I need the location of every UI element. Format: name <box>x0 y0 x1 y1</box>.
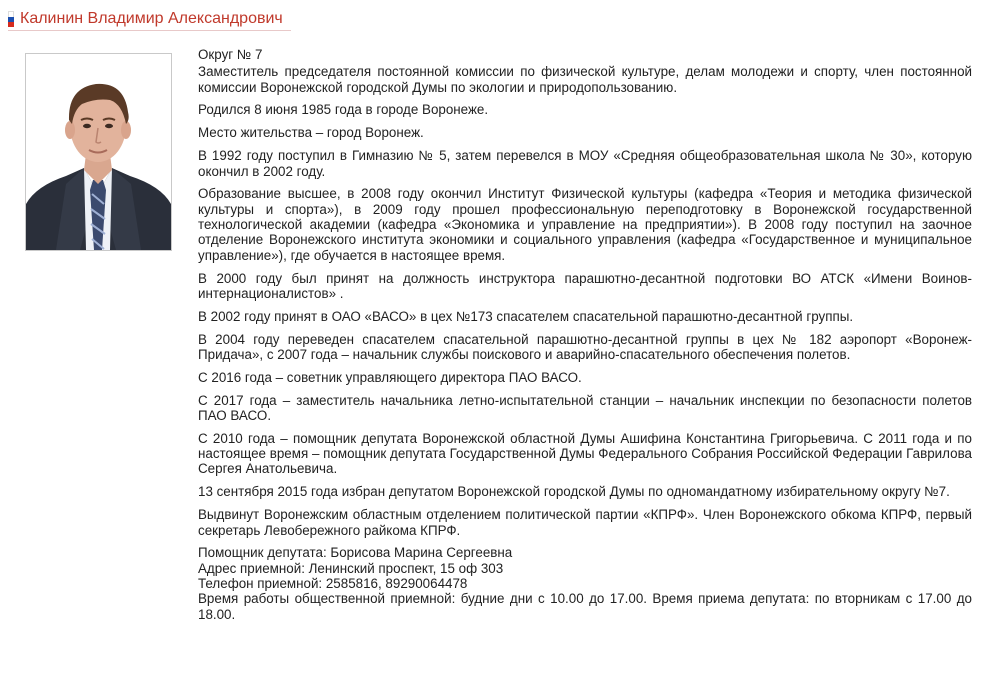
assistant-info: Помощник депутата: Борисова Марина Сергеевна <box>198 545 513 561</box>
district-label: Округ № 7 <box>198 47 263 62</box>
page-title-bar <box>8 8 291 31</box>
bio-paragraph: В 2002 году принят в ОАО «ВАСО» в цех №173 спасателем спасательной парашютно-десантной группы. <box>198 308 854 324</box>
bio-paragraph: С 2016 года – советник управляющего директора ПАО ВАСО. <box>198 369 582 385</box>
bio-paragraph: Место жительства – город Воронеж. <box>198 125 424 141</box>
page-title: Калинин Владимир Александрович <box>20 10 283 27</box>
russian-flag-icon <box>8 11 14 27</box>
bio-paragraph: В 1992 году поступил в Гимназию № 5, затем перевелся в МОУ «Средняя общеобразовательная школа № 30», которую окончил в 2002 году. <box>198 148 972 179</box>
office-hours: Время работы общественной приемной: будние дни с 10.00 до 17.00. Время приема депутата: по вторникам с 17.00 до 18.00. <box>198 591 972 622</box>
bio-paragraph: С 2017 года – заместитель начальника летно-испытательной станции – начальник инспекции по безопасности полетов ПАО ВАСО. <box>198 392 972 423</box>
bio-paragraph: Выдвинут Воронежским областным отделением политической партии «КПРФ». Член Воронежского обкома КПРФ, первый секретарь Левобережного райкома КПРФ. <box>198 507 972 538</box>
portrait-photo-icon <box>26 54 171 250</box>
deputy-photo <box>25 53 172 251</box>
office-address: Адрес приемной: Ленинский проспект, 15 оф 303 <box>198 560 504 576</box>
bio-paragraph: В 2000 году был принят на должность инструктора парашютно-десантной подготовки ВО АТСК «Имени Воинов-интернационалистов» . <box>198 270 972 301</box>
bio-paragraph: Заместитель председателя постоянной комиссии по физической культуре, делам молодежи и спорту, член постоянной комиссии Воронежской городской Думы по экологии и природопользованию. <box>198 64 972 95</box>
bio-paragraph: Родился 8 июня 1985 года в городе Воронеже. <box>198 102 489 118</box>
office-phone: Телефон приемной: 2585816, 89290064478 <box>198 576 468 592</box>
biography <box>198 47 972 622</box>
bio-paragraph: Образование высшее, в 2008 году окончил Институт Физической культуры (кафедра «Теория и методика физической культуры и спорта»), в 2009 году прошел профессиональную переподготовку в Воронежской государственной технологической академии (кафедра «Экономика и управление на предприятии»). В 2008 году поступил на заочное отделение Воронежского института экономики и социального управления (кафедра «Государственное и муниципальное управление»), где обучается в настоящее время. <box>198 186 972 263</box>
bio-paragraph: 13 сентября 2015 года избран депутатом Воронежской городской Думы по одномандатному избирательному округу №7. <box>198 484 950 500</box>
bio-paragraph: В 2004 году переведен спасателем спасательной парашютно-десантной группы в цех № 182 аэропорт «Воронеж-Придача», с 2007 года – начальник службы поискового и аварийно-спасательного обеспечения полетов. <box>198 331 972 362</box>
bio-paragraph: С 2010 года – помощник депутата Воронежской областной Думы Ашифина Константина Григорьевича. С 2011 года и по настоящее время – помощник депутата Государственной Думы Федерального Собрания Российской Федерации Гаврилова Сергея Анатольевича. <box>198 430 972 477</box>
contacts-block <box>198 545 972 621</box>
